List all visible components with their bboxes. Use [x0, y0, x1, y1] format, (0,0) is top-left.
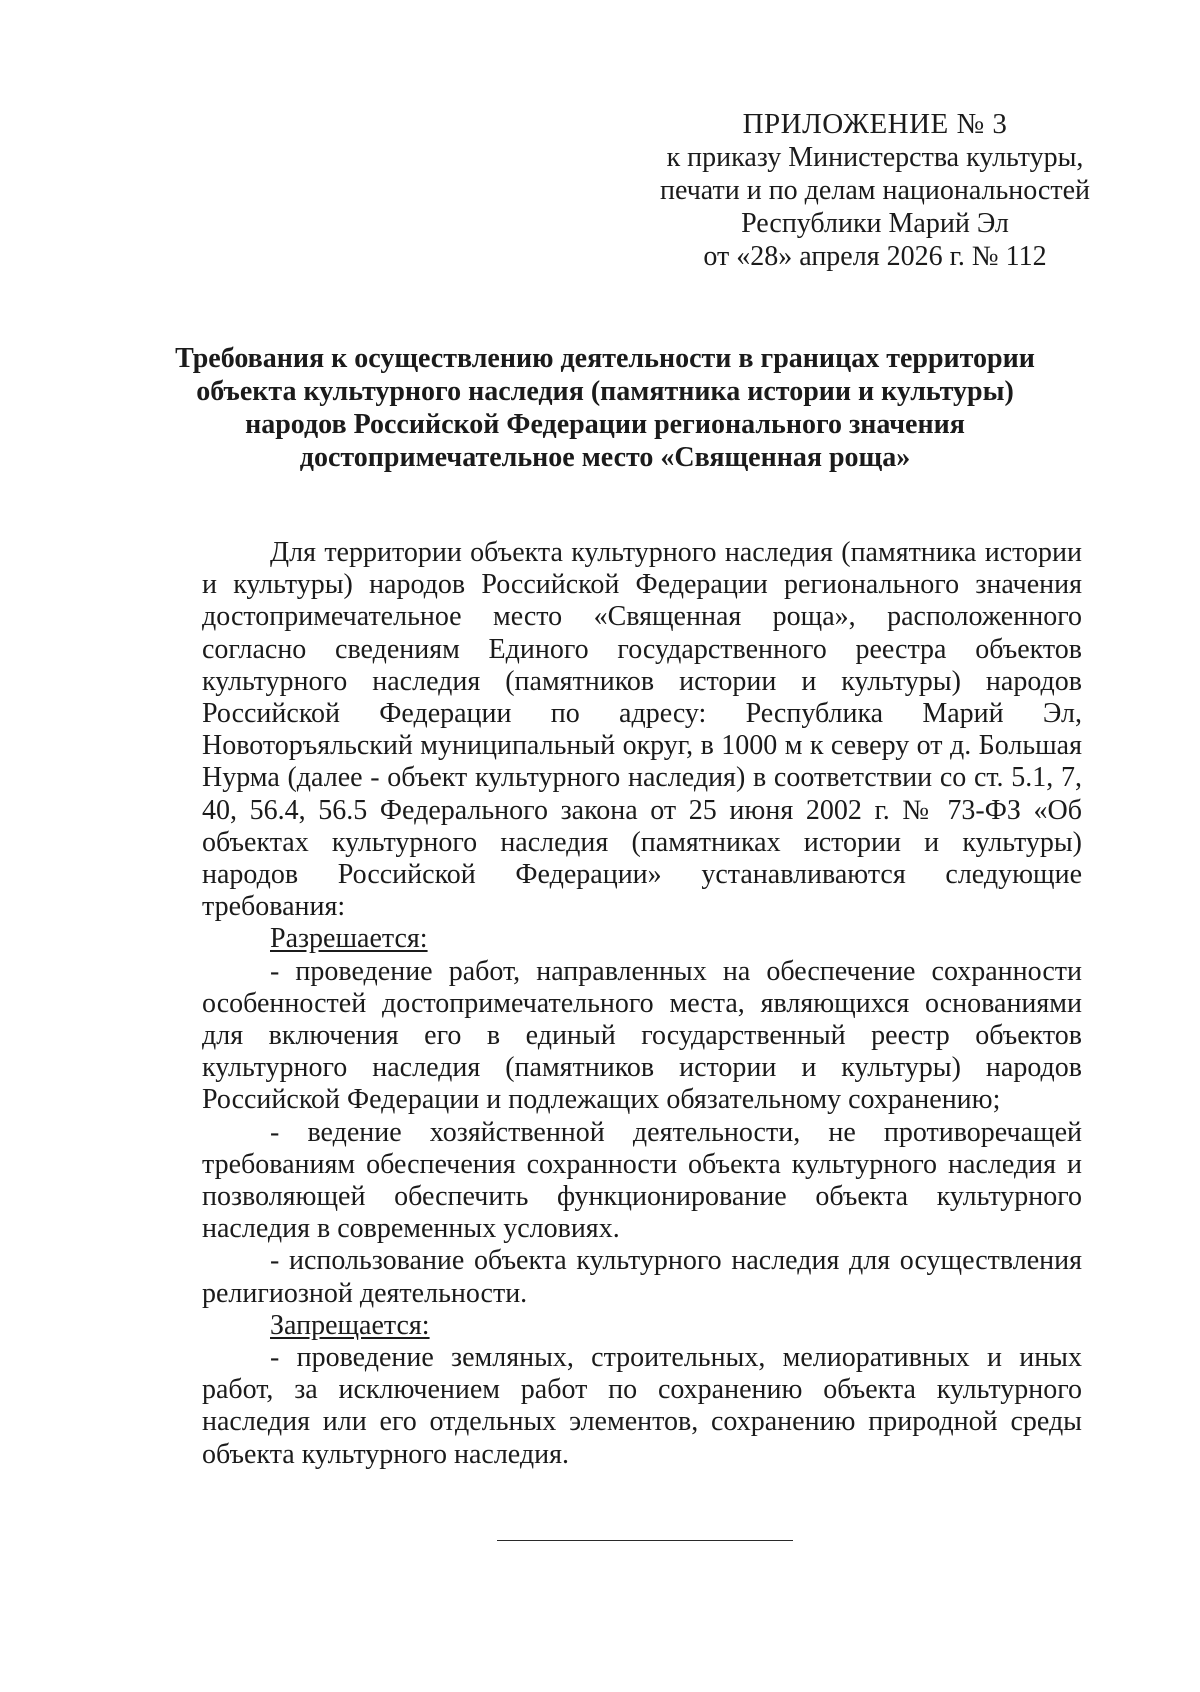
title-line-2: объекта культурного наследия (памятника истории и культуры) — [196, 376, 1014, 407]
document-title — [150, 342, 1060, 474]
appendix-line-3: Республики Марий Эл — [741, 208, 1009, 239]
closing-divider — [497, 1540, 793, 1541]
appendix-line-2: печати и по делам национальностей — [659, 175, 1091, 206]
appendix-block — [650, 108, 1100, 273]
appendix-header: ПРИЛОЖЕНИЕ № 3 — [742, 108, 1008, 140]
forbidden-item: - проведение земляных, строительных, мелиоративных и иных работ, за исключением работ по сохранению объекта культурного наследия или его отдельных элементов, сохранению природной среды объекта культурного наследия. — [202, 1342, 1082, 1470]
intro-paragraph: Для территории объекта культурного наследия (памятника истории и культуры) народов Российской Федерации регионального значения достопримечательное место «Священная роща», расположенного согласно сведениям Единого государственного реестра объектов культурного наследия (памятников истории и культуры) народов Российской Федерации по адресу: Республика Марий Эл, Новоторъяльский муниципальный округ, в 1000 м к северу от д. Большая Нурма (далее - объект культурного наследия) в соответствии со ст. 5.1, 7, 40, 56.4, 56.5 Федерального закона от 25 июня 2002 г. № 73-ФЗ «Об объектах культурного наследия (памятниках истории и культуры) народов Российской Федерации» устанавливаются следующие требования: — [202, 537, 1082, 923]
allowed-heading: Разрешается: — [270, 923, 428, 955]
allowed-item: - проведение работ, направленных на обеспечение сохранности особенностей достопримечательного места, являющихся основаниями для включения его в единый государственный реестр объектов культурного наследия (памятников истории и культуры) народов Российской Федерации и подлежащих обязательному сохранению; — [202, 955, 1082, 1116]
title-line-3: народов Российской Федерации регионального значения — [245, 409, 965, 440]
appendix-line-1: к приказу Министерства культуры, — [666, 142, 1084, 173]
document-body — [202, 537, 1082, 1471]
allowed-item: - использование объекта культурного наследия для осуществления религиозной деятельности. — [202, 1245, 1082, 1309]
allowed-item: - ведение хозяйственной деятельности, не противоречащей требованиям обеспечения сохранности объекта культурного наследия и позволяющей обеспечить функционирование объекта культурного наследия в современных условиях. — [202, 1116, 1082, 1245]
title-line-1: Требования к осуществлению деятельности в границах территории — [175, 343, 1035, 374]
appendix-line-4: от «28» апреля 2026 г. № 112 — [703, 241, 1047, 272]
forbidden-heading: Запрещается: — [270, 1309, 430, 1341]
title-line-4: достопримечательное место «Священная роща» — [299, 442, 911, 473]
